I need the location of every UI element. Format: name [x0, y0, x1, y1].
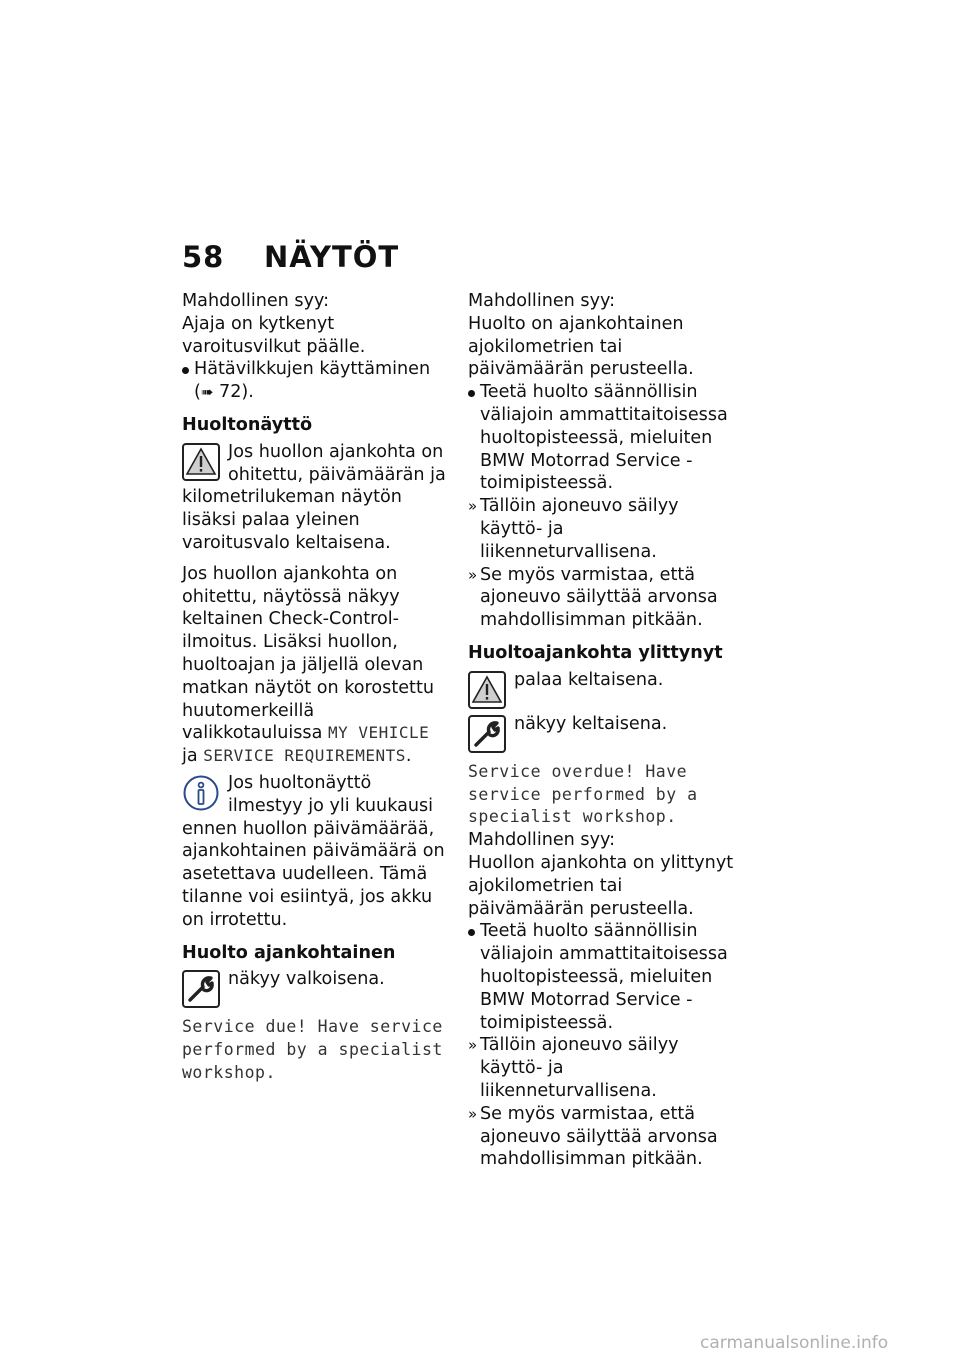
cause-text: Ajaja on kytkenyt varoitusvilkut päälle. — [182, 313, 366, 357]
result-text: Se myös varmistaa, että ajoneuvo säilyttää arvonsa mahdollisimman pitkään. — [480, 1103, 718, 1170]
cause-label: Mahdollinen syy: — [182, 291, 330, 311]
bullet-text: Hätävilkkujen käyttäminen — [194, 359, 431, 380]
wrench-icon — [182, 970, 220, 1008]
result-item — [468, 564, 738, 632]
menu-name-my-vehicle: MY VEHICLE — [327, 723, 430, 743]
bullet-dot — [468, 929, 475, 936]
info-note — [182, 772, 450, 932]
result-item — [468, 1034, 738, 1102]
paragraph-check-control: Jos huollon ajankohta on ohitettu, näytössä näkyy keltainen Check-Control-ilmoitus. Lisäksi huollon, huoltoajan ja jäljellä olevan matkan näytöt on korostettu huutomerkeillä valikkotauluissa MY VEHICLE ja SERVICE REQUIREMENTS. — [182, 563, 434, 767]
wrench-text: näkyy keltaisena. — [514, 713, 668, 734]
result-item — [468, 1103, 738, 1171]
wrench-icon — [468, 715, 506, 753]
bullet-dot — [182, 367, 189, 374]
section-title-service-display: Huoltonäyttö — [182, 414, 313, 435]
display-message-service-overdue: Service overdue! Have service performed by a specialist workshop. — [468, 761, 698, 827]
result-arrow-icon: » — [468, 1104, 478, 1123]
bullet-text: Teetä huolto säännöllisin väliajoin ammattitaitoisessa huoltopisteessä, mieluiten BMW Motorrad Service -toimipisteessä. — [480, 921, 728, 1033]
result-text: Se myös varmistaa, että ajoneuvo säilyttää arvonsa mahdollisimman pitkään. — [480, 564, 718, 631]
result-arrow-icon: » — [468, 565, 478, 584]
wrench-text: näkyy valkoisena. — [228, 969, 385, 990]
cause-text: Huolto on ajankohtainen ajokilometrien tai päivämäärän perusteella. — [468, 313, 694, 380]
warning-triangle-icon — [468, 671, 506, 709]
warning-text: Jos huollon ajankohta on ohitettu, päivämäärän ja kilometrilukeman näytön lisäksi palaa yleinen varoitusvalo keltaisena. — [182, 441, 446, 553]
result-arrow-icon: » — [468, 1036, 478, 1055]
section-title-service-overdue: Huoltoajankohta ylittynyt — [468, 642, 723, 663]
result-text: Tällöin ajoneuvo säilyy käyttö- ja liikenneturvallisena. — [480, 496, 679, 562]
warning-note — [468, 669, 738, 709]
reference-arrow-icon: ➠ — [200, 383, 214, 402]
cause-label: Mahdollinen syy: — [468, 830, 616, 851]
right-column — [468, 290, 738, 1171]
wrench-note — [468, 713, 738, 753]
bullet-item: Hätävilkkujen käyttäminen (➠ 72). — [182, 358, 450, 404]
page-reference[interactable]: 72). — [219, 382, 254, 403]
page-title: NÄYTÖT — [264, 240, 400, 274]
page-header — [182, 240, 399, 274]
info-icon — [182, 774, 220, 812]
warning-note — [182, 441, 450, 555]
info-text: Jos huoltonäyttö ilmestyy jo yli kuukausi ennen huollon päivämäärää, ajankohtainen päivämäärä on asetettava uudelleen. Tämä tilanne voi esiintyä, jos akku on irrotettu. — [182, 772, 445, 930]
bullet-dot — [468, 390, 475, 397]
result-item — [468, 495, 738, 563]
bullet-text: Teetä huolto säännöllisin väliajoin ammattitaitoisessa huoltopisteessä, mieluiten BMW Motorrad Service -toimipisteessä. — [480, 382, 728, 494]
bullet-item — [468, 381, 738, 495]
warning-text: palaa keltaisena. — [514, 669, 664, 690]
result-arrow-icon: » — [468, 497, 478, 516]
bullet-item — [468, 920, 738, 1034]
page-number: 58 — [182, 240, 225, 274]
section-title-service-due: Huolto ajankohtainen — [182, 942, 396, 963]
watermark-text: carmanualsonline.info — [700, 1333, 889, 1353]
left-column — [182, 290, 450, 1085]
cause-label: Mahdollinen syy: — [468, 291, 616, 311]
display-message-service-due: Service due! Have service performed by a specialist workshop. — [182, 1017, 443, 1082]
result-text: Tällöin ajoneuvo säilyy käyttö- ja liikenneturvallisena. — [480, 1035, 679, 1101]
wrench-note — [182, 968, 450, 1008]
menu-name-service-requirements: SERVICE REQUIREMENTS — [203, 746, 406, 766]
cause-text: Huollon ajankohta on ylittynyt ajokilometrien tai päivämäärän perusteella. — [468, 852, 734, 919]
warning-triangle-icon — [182, 443, 220, 481]
